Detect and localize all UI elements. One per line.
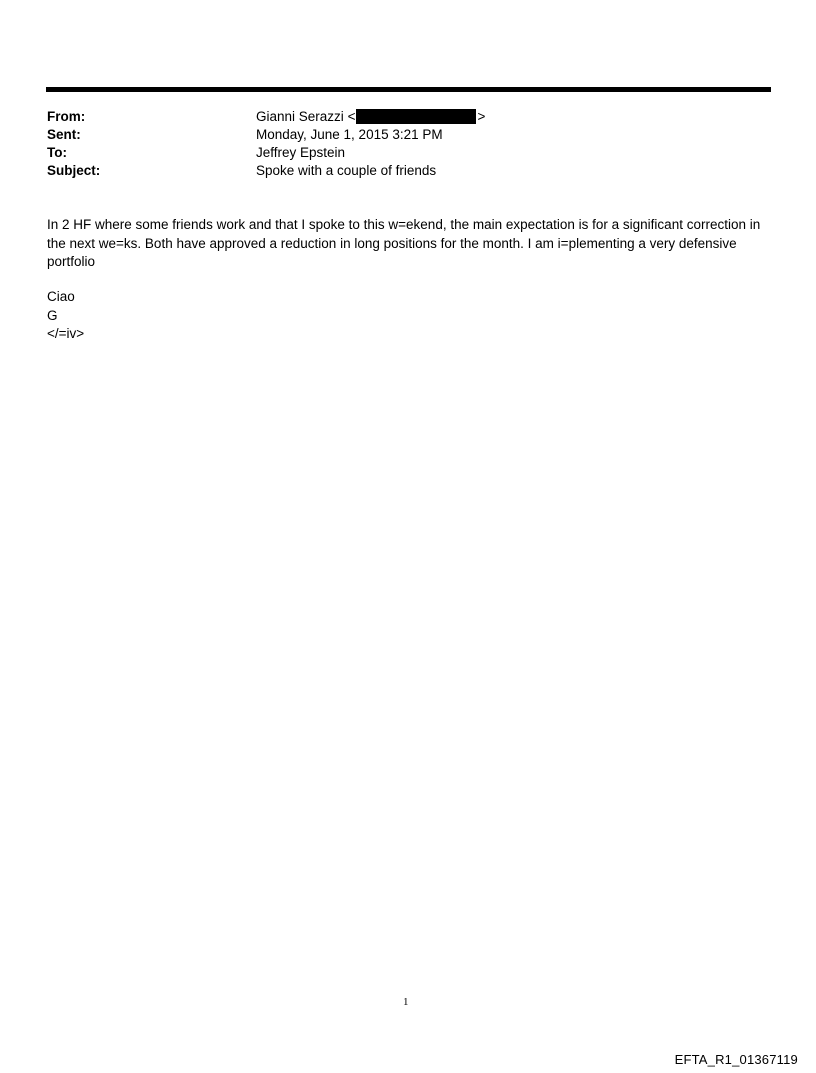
signoff-line-3: </=iv>	[47, 326, 85, 341]
from-close-bracket: >	[477, 109, 486, 124]
sent-value: Monday, June 1, 2015 3:21 PM	[256, 127, 443, 142]
document-id: EFTA_R1_01367119	[674, 1052, 798, 1067]
from-name: Gianni Serazzi	[256, 109, 344, 124]
body-paragraph: In 2 HF where some friends work and that I spoke to this w=ekend, the main expectation is for a significant correction in the next we=ks. Both have approved a reduction in long positions for the month. I am i=plementing a very defensive portfolio	[47, 217, 761, 269]
redacted-email-block	[356, 109, 476, 124]
header-divider	[46, 87, 771, 92]
to-label: To:	[47, 145, 67, 160]
email-body	[47, 216, 772, 272]
from-label: From:	[47, 109, 86, 124]
sent-label: Sent:	[47, 127, 81, 142]
email-header	[47, 108, 767, 180]
from-row	[47, 108, 767, 126]
email-signoff	[47, 288, 84, 344]
from-value	[256, 108, 485, 126]
sent-row	[47, 126, 767, 144]
subject-row	[47, 162, 767, 180]
subject-label: Subject:	[47, 163, 101, 178]
to-row	[47, 144, 767, 162]
signoff-line-1: Ciao	[47, 289, 75, 304]
signoff-line-2: G	[47, 307, 58, 323]
page-number: 1	[403, 996, 409, 1008]
subject-value: Spoke with a couple of friends	[256, 163, 437, 178]
to-value: Jeffrey Epstein	[256, 145, 346, 160]
from-open-bracket: <	[347, 109, 356, 124]
